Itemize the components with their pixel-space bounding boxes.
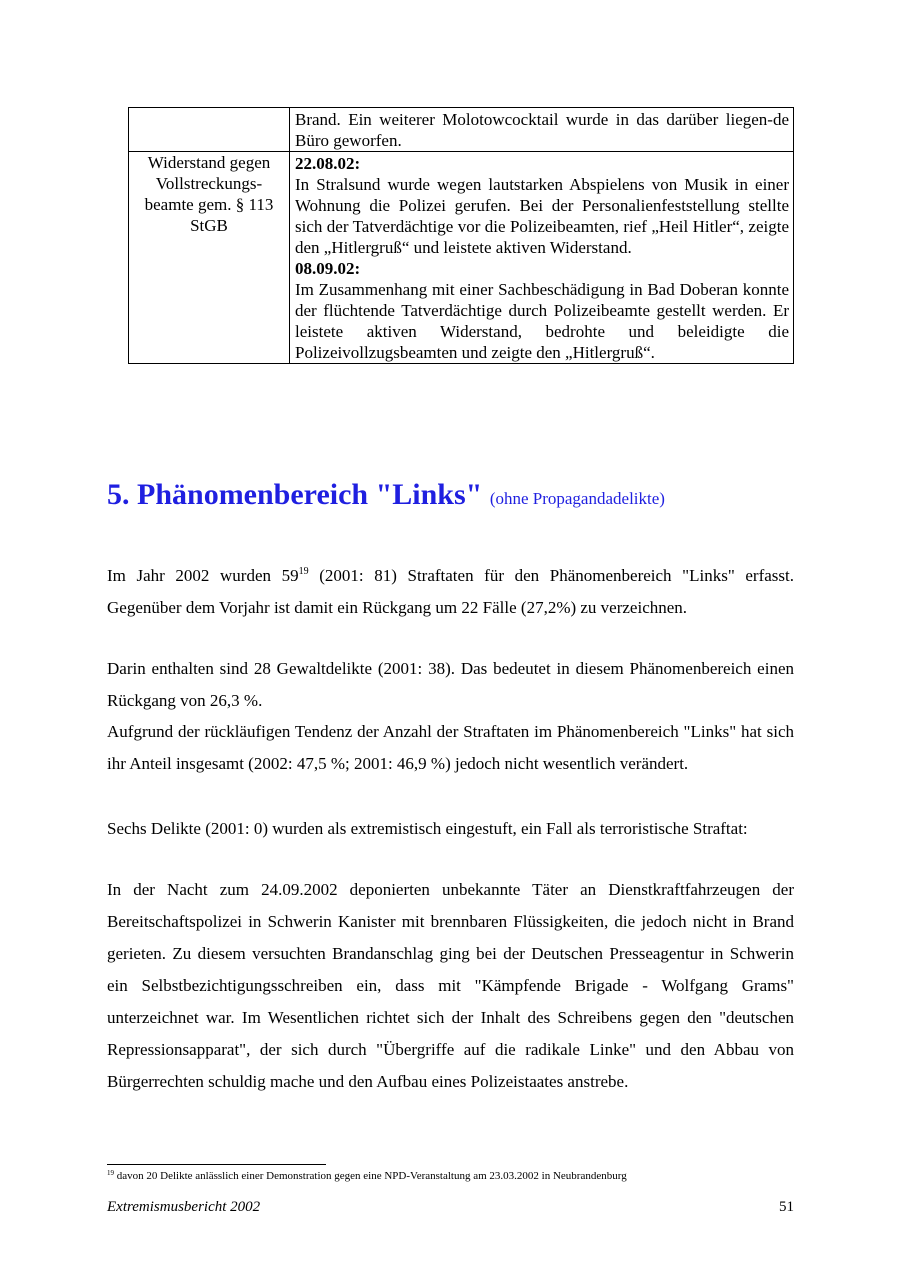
table-row [129, 108, 794, 152]
incident-text: Brand. Ein weiterer Molotowcocktail wurde in das darüber liegen-de Büro geworfen. [295, 110, 789, 150]
section-heading [107, 478, 665, 512]
incident-date: 22.08.02: [295, 154, 361, 173]
incident-text: Im Zusammenhang mit einer Sachbeschädigung in Bad Doberan konnte der flüchtende Tatverdächtige durch Polizeibeamte gestellt werden. Er leistete aktiven Widerstand, bedrohte und beleidigte die Polizeivollzugsbeamten und zeigte den „Hitlergruß“. [295, 280, 789, 362]
page-number: 51 [779, 1199, 794, 1215]
paragraph-incident: In der Nacht zum 24.09.2002 deponierten unbekannte Täter an Dienstkraftfahrzeugen der Bereitschaftspolizei in Schwerin Kanister mit brennbaren Flüssigkeiten, die jedoch nicht in Brand gerieten. Zu diesem versuchten Brandanschlag ging bei der Deutschen Presseagentur in Schwerin ein Selbstbezichtigungsschreiben ein, dass mit "Kämpfende Brigade - Wolfgang Grams" unterzeichnet war. Im Wesentlichen richtet sich der Inhalt des Schreibens gegen den "deutschen Repressionsapparat", der sich durch "Übergriffe auf die radikale Linke" und den Abbau von Bürgerrechten schuldig mache und den Aufbau eines Polizeistaates anstrebe. [107, 880, 794, 1091]
footnote-number: 19 [107, 1169, 114, 1177]
section-subtitle: (ohne Propagandadelikte) [489, 489, 665, 508]
paragraph-text: Im Jahr 2002 wurden 59 [107, 566, 299, 585]
incident-date: 08.09.02: [295, 259, 361, 278]
paragraph-text: (2001: 81) Straftaten für den Phänomenbereich "Links" erfasst. Gegenüber dem Vorjahr ist damit ein Rückgang um 22 Fälle (27,2%) zu verzeichnen. [107, 566, 794, 617]
footnote [107, 1170, 627, 1182]
incident-text: In Stralsund wurde wegen lautstarken Abspielens von Musik in einer Wohnung die Polizei gerufen. Bei der Personalienfeststellung stellte sich der Tatverdächtige vor die Polizeibeamten, rief „Heil Hitler“, zeigte den „Hitlergruß“ und leistete aktiven Widerstand. [295, 175, 789, 257]
description-cell [290, 152, 794, 364]
footnote-divider [107, 1164, 326, 1165]
paragraph-trend: Aufgrund der rückläufigen Tendenz der Anzahl der Straftaten im Phänomenbereich "Links" hat sich ihr Anteil insgesamt (2002: 47,5 %; 2001: 46,9 %) jedoch nicht wesentlich verändert. [107, 722, 794, 773]
offense-cell [129, 108, 290, 152]
table-row [129, 152, 794, 364]
paragraph-statistics [107, 560, 794, 624]
footnote-text: davon 20 Delikte anlässlich einer Demonstration gegen eine NPD-Veranstaltung am 23.03.2002 in Neubrandenburg [114, 1170, 627, 1182]
description-cell [290, 108, 794, 152]
offense-table [128, 107, 794, 364]
footer-title: Extremismusbericht 2002 [107, 1199, 261, 1215]
paragraph-violence: Darin enthalten sind 28 Gewaltdelikte (2001: 38). Das bedeutet in diesem Phänomenbereich einen Rückgang von 26,3 %. [107, 659, 794, 710]
paragraph-extremist: Sechs Delikte (2001: 0) wurden als extremistisch eingestuft, ein Fall als terroristische Straftat: [107, 819, 748, 838]
section-title: 5. Phänomenbereich "Links" [107, 478, 483, 511]
offense-cell: Widerstand gegen Vollstreckungs-beamte gem. § 113 StGB [129, 152, 290, 364]
footnote-reference: 19 [298, 566, 309, 577]
